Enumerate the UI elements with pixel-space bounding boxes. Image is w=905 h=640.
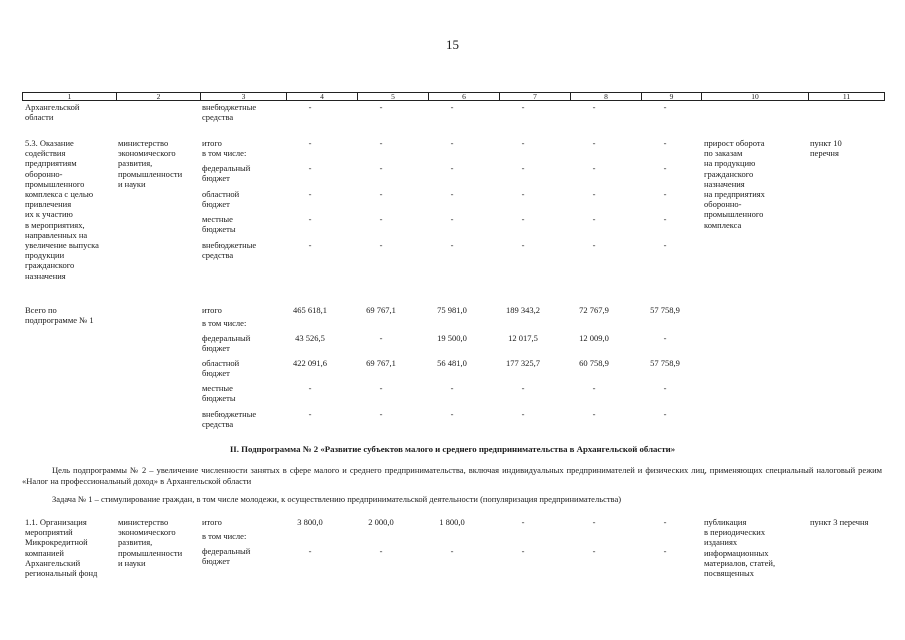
row-1-1-federal-val: - xyxy=(521,546,525,556)
row-total-regional-val: 69 767,1 xyxy=(366,358,396,368)
row-1-1-federal-val: - xyxy=(663,546,667,556)
row-5-3-federal-val: - xyxy=(592,163,596,173)
row-5-3-extra-val: - xyxy=(592,240,596,250)
row-total-extra-val: - xyxy=(663,409,667,419)
row-total-federal-val: - xyxy=(663,333,667,343)
row-5-3-total-val: - xyxy=(663,138,667,148)
row-region-val-6: - xyxy=(379,102,383,112)
row-5-3-total-val: - xyxy=(521,138,525,148)
row-1-1-total-val: - xyxy=(521,517,525,527)
row-total-funding-local: местные бюджеты xyxy=(202,383,236,404)
row-5-3-funding-local: местные бюджеты xyxy=(202,214,236,235)
row-total-funding-federal: федеральный бюджет xyxy=(202,333,251,354)
row-5-3-local-val: - xyxy=(592,214,596,224)
subprogram-2-title: II. Подпрограмма № 2 «Развитие субъектов малого и среднего предпринимательства в Архангельской области» xyxy=(229,444,676,454)
row-total-funding-regional: областной бюджет xyxy=(202,358,240,379)
row-5-3-extra-val: - xyxy=(450,240,454,250)
row-total-funding-total: итого xyxy=(202,305,222,315)
row-total-federal-val: 12 017,5 xyxy=(508,333,538,343)
row-5-3-regional-val: - xyxy=(379,189,383,199)
row-total-regional-val: 422 091,6 xyxy=(293,358,327,368)
col-header-1: 1 xyxy=(67,92,72,101)
row-5-3-federal-val: - xyxy=(379,163,383,173)
col-header-6: 6 xyxy=(428,93,499,100)
row-region-val-8: - xyxy=(521,102,525,112)
row-5-3-extra-val: - xyxy=(521,240,525,250)
row-1-1-funding-total: итого xyxy=(202,517,222,527)
row-total-funding-incl: в том числе: xyxy=(202,318,247,328)
row-1-1-result: публикация в периодических изданиях информационных материалов, статей, посвященных xyxy=(704,517,776,579)
row-total-federal-val: 12 009,0 xyxy=(579,333,609,343)
row-5-3-local-val: - xyxy=(521,214,525,224)
col-header-4: 4 xyxy=(286,93,357,100)
row-5-3-regional-val: - xyxy=(450,189,454,199)
row-5-3-regional-val: - xyxy=(308,189,312,199)
row-total-regional-val: 177 325,7 xyxy=(506,358,540,368)
row-5-3-regional-val: - xyxy=(663,189,667,199)
row-5-3-total-val: - xyxy=(450,138,454,148)
row-1-1-federal-val: - xyxy=(308,546,312,556)
row-5-3-funding-extra: внебюджетные средства xyxy=(202,240,257,261)
row-region-val-9: - xyxy=(592,102,596,112)
row-total-total-val: 189 343,2 xyxy=(506,305,540,315)
row-1-1-funding-incl: в том числе: xyxy=(202,531,247,541)
col-header-3: 3 xyxy=(200,93,286,100)
row-5-3-federal-val: - xyxy=(450,163,454,173)
row-5-3-local-val: - xyxy=(450,214,454,224)
row-total-federal-val: 19 500,0 xyxy=(437,333,467,343)
row-1-1-total-val: - xyxy=(663,517,667,527)
row-total-extra-val: - xyxy=(592,409,596,419)
row-total-total-val: 465 618,1 xyxy=(293,305,327,315)
col-header-10: 10 xyxy=(701,93,808,100)
row-5-3-total-val: - xyxy=(379,138,383,148)
row-total-local-val: - xyxy=(663,383,667,393)
row-region-name: Архангельской области xyxy=(25,102,80,123)
row-1-1-total-val: 2 000,0 xyxy=(368,517,394,527)
row-region-val-10: - xyxy=(663,102,667,112)
subprogram-2-goal: Цель подпрограммы № 2 – увеличение численности занятых в сфере малого и среднего предпринимательства, включая индивидуальных предпринимателей и физических лиц, применяющих специальный налоговый режим «Налог на профессиональный доход» в Архангельской области xyxy=(22,465,882,486)
row-5-3-regional-val: - xyxy=(521,189,525,199)
row-5-3-federal-val: - xyxy=(308,163,312,173)
row-5-3-measure: 5.3. Оказание содействия предприятиям оборонно- промышленного комплекса с целью привлечения их к участию в мероприятиях, направленных на увеличение выпуска продукции гражданского назначения xyxy=(25,138,99,281)
row-1-1-federal-val: - xyxy=(450,546,454,556)
row-region-val-7: - xyxy=(450,102,454,112)
row-5-3-local-val: - xyxy=(379,214,383,224)
row-total-extra-val: - xyxy=(308,409,312,419)
table-header-row xyxy=(22,92,885,101)
row-1-1-total-val: - xyxy=(592,517,596,527)
col-header-5: 5 xyxy=(357,93,428,100)
row-total-local-val: - xyxy=(521,383,525,393)
row-total-name: Всего по подпрограмме № 1 xyxy=(25,305,94,326)
row-5-3-reference: пункт 10 перечня xyxy=(810,138,842,159)
col-header-7: 7 xyxy=(499,93,570,100)
row-1-1-federal-val: - xyxy=(379,546,383,556)
row-5-3-local-val: - xyxy=(308,214,312,224)
row-total-total-val: 75 981,0 xyxy=(437,305,467,315)
row-total-local-val: - xyxy=(450,383,454,393)
row-1-1-total-val: 1 800,0 xyxy=(439,517,465,527)
row-total-local-val: - xyxy=(308,383,312,393)
row-5-3-federal-val: - xyxy=(663,163,667,173)
row-total-extra-val: - xyxy=(521,409,525,419)
row-total-federal-val: - xyxy=(379,333,383,343)
row-region-funding-extra: внебюджетные средства xyxy=(202,102,257,123)
row-1-1-federal-val: - xyxy=(592,546,596,556)
row-5-3-total-val: - xyxy=(308,138,312,148)
row-total-regional-val: 57 758,9 xyxy=(650,358,680,368)
row-total-federal-val: 43 526,5 xyxy=(295,333,325,343)
row-5-3-funding-total: итого xyxy=(202,138,222,148)
row-total-extra-val: - xyxy=(450,409,454,419)
row-total-local-val: - xyxy=(592,383,596,393)
row-5-3-extra-val: - xyxy=(379,240,383,250)
row-5-3-federal-val: - xyxy=(521,163,525,173)
row-1-1-executor: министерство экономического развития, промышленности и науки xyxy=(118,517,183,568)
row-5-3-total-val: - xyxy=(592,138,596,148)
row-total-funding-extra: внебюджетные средства xyxy=(202,409,257,430)
row-5-3-result: прирост оборота по заказам на продукцию гражданского назначения на предприятиях оборонно- промышленного комплекса xyxy=(704,138,765,230)
row-5-3-extra-val: - xyxy=(308,240,312,250)
row-total-total-val: 69 767,1 xyxy=(366,305,396,315)
row-5-3-extra-val: - xyxy=(663,240,667,250)
row-5-3-local-val: - xyxy=(663,214,667,224)
row-total-local-val: - xyxy=(379,383,383,393)
row-total-extra-val: - xyxy=(379,409,383,419)
row-1-1-reference: пункт 3 перечня xyxy=(810,517,869,527)
row-total-total-val: 72 767,9 xyxy=(579,305,609,315)
row-total-total-val: 57 758,9 xyxy=(650,305,680,315)
row-region-val-5: - xyxy=(308,102,312,112)
row-1-1-funding-federal: федеральный бюджет xyxy=(202,546,251,567)
row-5-3-regional-val: - xyxy=(592,189,596,199)
row-5-3-executor: министерство экономического развития, промышленности и науки xyxy=(118,138,183,189)
col-header-11: 11 xyxy=(808,93,884,100)
col-header-2: 2 xyxy=(116,93,200,100)
col-header-8: 8 xyxy=(570,93,641,100)
row-total-regional-val: 60 758,9 xyxy=(579,358,609,368)
subprogram-2-task-1: Задача № 1 – стимулирование граждан, в том числе молодежи, к осуществлению предпринимательской деятельности (популяризация предпринимательства) xyxy=(52,494,622,504)
row-5-3-funding-incl: в том числе: xyxy=(202,148,247,158)
row-total-regional-val: 56 481,0 xyxy=(437,358,467,368)
col-header-9: 9 xyxy=(641,93,701,100)
page-number: 15 xyxy=(446,37,459,52)
row-5-3-funding-federal: федеральный бюджет xyxy=(202,163,251,184)
row-1-1-total-val: 3 800,0 xyxy=(297,517,323,527)
row-5-3-funding-regional: областной бюджет xyxy=(202,189,240,210)
row-1-1-measure: 1.1. Организация мероприятий Микрокредитной компанией Архангельский региональный фонд xyxy=(25,517,98,579)
